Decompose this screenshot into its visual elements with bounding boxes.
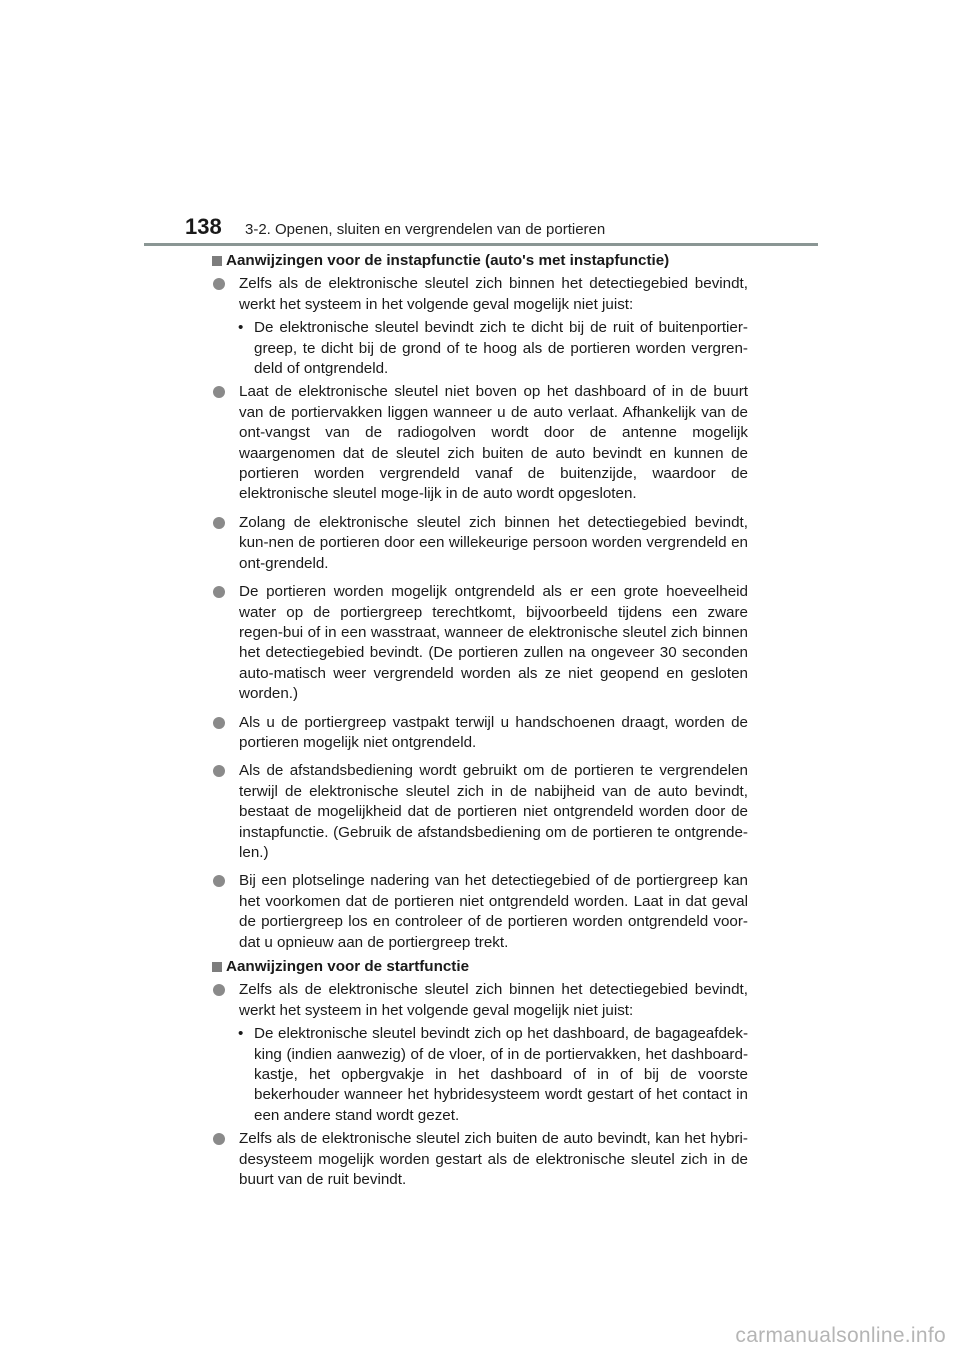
list-item: Zelfs als de elektronische sleutel zich binnen het detectiegebied bevindt, werkt het systeem in het volgende geval mogelijk niet juist:	[212, 980, 748, 1021]
list-item: Laat de elektronische sleutel niet boven op het dashboard of in de buurt van de portiervakken liggen wanneer u de auto verlaat. Afhankelijk van de ont-vangst van de radiogolven wordt door de antenne mogelijk waargenomen dat de sleutel zich buiten de auto bevindt en kunnen de portieren worden vergrendeld vanaf de buitenzijde, waardoor de elektronische sleutel moge-lijk in de auto wordt opgesloten.	[212, 382, 748, 504]
small-bullet-icon: •	[238, 319, 244, 337]
list-item: Als u de portiergreep vastpakt terwijl u handschoenen draagt, worden de portieren mogelijk niet ontgrendeld.	[212, 713, 748, 754]
list-item: Bij een plotselinge nadering van het detectiegebied of de portiergreep kan het voorkomen dat de portieren niet ontgrendeld worden. Laat in dat geval de portiergreep los en controleer of de portieren worden ontgrendeld voor-dat u opnieuw aan de portiergreep trekt.	[212, 871, 748, 953]
page-number: 138	[185, 214, 222, 239]
section-title-instapfunctie: Aanwijzingen voor de instapfunctie (auto's met instapfunctie)	[212, 251, 748, 271]
sub-list-item: • De elektronische sleutel bevindt zich op het dashboard, de bagageafdek-king (indien aanwezig) of de vloer, of in de portiervakken, het dashboard-kastje, het opbergvakje in het dashboard of in of bij de voorste bekerhouder wanneer het hybridesysteem wordt gestart of het contact in een andere stand wordt gezet.	[238, 1025, 748, 1124]
circle-bullet-icon	[213, 386, 225, 398]
circle-bullet-icon	[213, 765, 225, 777]
watermark: carmanualsonline.info	[735, 1324, 946, 1347]
circle-bullet-icon	[213, 1133, 225, 1145]
list-item: Als de afstandsbediening wordt gebruikt om de portieren te vergrendelen terwijl de elektronische sleutel zich in de nabijheid van de auto bevindt, bestaat de mogelijkheid dat de portieren niet ontgrendeld worden door de instapfunctie. (Gebruik de afstandsbediening om de portieren te ontgrende-len.)	[212, 761, 748, 863]
list-item: Zolang de elektronische sleutel zich binnen het detectiegebied bevindt, kun-nen de portieren door een willekeurige persoon worden vergrendeld en ont-grendeld.	[212, 513, 748, 574]
list-item: Zelfs als de elektronische sleutel zich binnen het detectiegebied bevindt, werkt het systeem in het volgende geval mogelijk niet juist:	[212, 274, 748, 315]
circle-bullet-icon	[213, 717, 225, 729]
list-item: Zelfs als de elektronische sleutel zich buiten de auto bevindt, kan het hybri-desysteem mogelijk worden gestart als de elektronische sleutel zich in de buurt van de ruit bevindt.	[212, 1129, 748, 1190]
circle-bullet-icon	[213, 586, 225, 598]
square-bullet-icon	[212, 962, 222, 972]
small-bullet-icon: •	[238, 1025, 244, 1043]
section-title-startfunctie: Aanwijzingen voor de startfunctie	[212, 957, 748, 977]
circle-bullet-icon	[213, 875, 225, 887]
main-content	[212, 251, 748, 1190]
square-bullet-icon	[212, 256, 222, 266]
chapter-title: 3-2. Openen, sluiten en vergrendelen van de portieren	[245, 221, 606, 238]
sub-list-item: • De elektronische sleutel bevindt zich te dicht bij de ruit of buitenportier-greep, te dicht bij de grond of te hoog als de portieren worden vergren-deld of ontgrendeld.	[238, 319, 748, 378]
circle-bullet-icon	[213, 278, 225, 290]
circle-bullet-icon	[213, 984, 225, 996]
list-item: De portieren worden mogelijk ontgrendeld als er een grote hoeveelheid water op de portiergreep terechtkomt, bijvoorbeeld tijdens een zware regen-bui of in een wasstraat, wanneer de elektronische sleutel zich binnen het detectiegebied bevindt. (De portieren zullen na ongeveer 30 seconden auto-matisch weer vergrendeld worden als ze niet geopend en gesloten worden.)	[212, 582, 748, 704]
page-header	[185, 214, 605, 240]
circle-bullet-icon	[213, 517, 225, 529]
header-divider	[144, 243, 818, 246]
